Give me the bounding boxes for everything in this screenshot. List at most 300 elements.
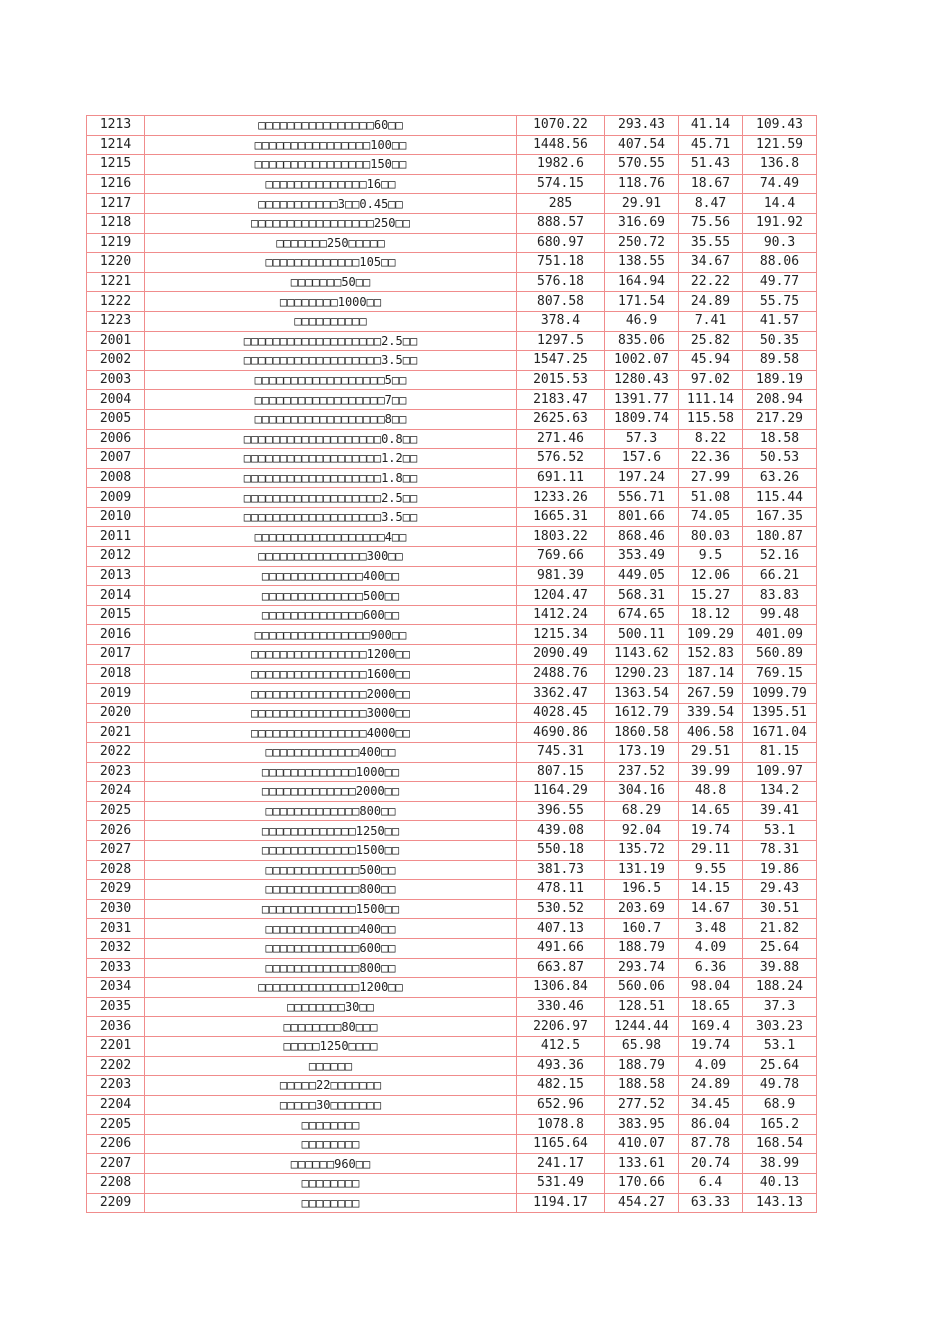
- table-row: [87, 860, 817, 880]
- item-code-cell: 2023: [87, 762, 145, 782]
- item-code-cell: 2017: [87, 645, 145, 665]
- machine-cost-cell: 90.3: [743, 233, 817, 253]
- machine-cost-cell: 52.16: [743, 547, 817, 567]
- table-row: [87, 155, 817, 175]
- labor-cost-cell: 138.55: [605, 253, 679, 273]
- labor-cost-cell: 353.49: [605, 547, 679, 567]
- item-code-cell: 2030: [87, 899, 145, 919]
- total-price-cell: 981.39: [517, 566, 605, 586]
- machine-cost-cell: 83.83: [743, 586, 817, 606]
- material-cost-cell: 267.59: [679, 684, 743, 704]
- machine-cost-cell: 25.64: [743, 1056, 817, 1076]
- item-name-cell: □□□□□□□□□□□□□□□□□250□□: [145, 213, 517, 233]
- item-name-cell: □□□□□□□□□□□□□400□□: [145, 743, 517, 763]
- table-row: [87, 684, 817, 704]
- material-cost-cell: 22.36: [679, 449, 743, 469]
- total-price-cell: 491.66: [517, 938, 605, 958]
- table-row: [87, 978, 817, 998]
- item-name-cell: □□□□□□□□□□□□□□□□□□□2.5□□: [145, 488, 517, 508]
- machine-cost-cell: 53.1: [743, 1036, 817, 1056]
- total-price-cell: 439.08: [517, 821, 605, 841]
- machine-cost-cell: 81.15: [743, 743, 817, 763]
- item-name-cell: □□□□□□□□□□□□□800□□: [145, 958, 517, 978]
- labor-cost-cell: 131.19: [605, 860, 679, 880]
- labor-cost-cell: 570.55: [605, 155, 679, 175]
- labor-cost-cell: 1244.44: [605, 1017, 679, 1037]
- item-code-cell: 2208: [87, 1174, 145, 1194]
- material-cost-cell: 45.71: [679, 135, 743, 155]
- item-name-cell: □□□□□□□□□□□□□□□□□□4□□: [145, 527, 517, 547]
- item-name-cell: □□□□□□□□□□□□□1500□□: [145, 899, 517, 919]
- total-price-cell: 691.11: [517, 468, 605, 488]
- labor-cost-cell: 293.43: [605, 116, 679, 136]
- item-name-cell: □□□□□□□□□□□□□□□□900□□: [145, 625, 517, 645]
- total-price-cell: 2090.49: [517, 645, 605, 665]
- table-row: [87, 1076, 817, 1096]
- total-price-cell: 1448.56: [517, 135, 605, 155]
- labor-cost-cell: 1363.54: [605, 684, 679, 704]
- item-code-cell: 2209: [87, 1193, 145, 1213]
- material-cost-cell: 4.09: [679, 1056, 743, 1076]
- table-row: [87, 801, 817, 821]
- item-code-cell: 2014: [87, 586, 145, 606]
- item-code-cell: 1215: [87, 155, 145, 175]
- labor-cost-cell: 500.11: [605, 625, 679, 645]
- total-price-cell: 412.5: [517, 1036, 605, 1056]
- material-cost-cell: 15.27: [679, 586, 743, 606]
- item-name-cell: □□□□□□□□□□□□□□□□60□□: [145, 116, 517, 136]
- material-cost-cell: 18.65: [679, 997, 743, 1017]
- labor-cost-cell: 68.29: [605, 801, 679, 821]
- material-cost-cell: 115.58: [679, 409, 743, 429]
- total-price-cell: 330.46: [517, 997, 605, 1017]
- material-cost-cell: 7.41: [679, 311, 743, 331]
- item-name-cell: □□□□□□□□□□□□□□□□□□□0.8□□: [145, 429, 517, 449]
- item-code-cell: 2019: [87, 684, 145, 704]
- labor-cost-cell: 135.72: [605, 840, 679, 860]
- material-cost-cell: 3.48: [679, 919, 743, 939]
- machine-cost-cell: 180.87: [743, 527, 817, 547]
- material-cost-cell: 19.74: [679, 821, 743, 841]
- item-code-cell: 2029: [87, 880, 145, 900]
- table-row: [87, 1115, 817, 1135]
- material-cost-cell: 152.83: [679, 645, 743, 665]
- labor-cost-cell: 164.94: [605, 272, 679, 292]
- labor-cost-cell: 92.04: [605, 821, 679, 841]
- table-row: [87, 311, 817, 331]
- material-cost-cell: 34.67: [679, 253, 743, 273]
- table-row: [87, 997, 817, 1017]
- item-name-cell: □□□□□□□□: [145, 1134, 517, 1154]
- total-price-cell: 1233.26: [517, 488, 605, 508]
- item-code-cell: 2031: [87, 919, 145, 939]
- machine-cost-cell: 191.92: [743, 213, 817, 233]
- item-name-cell: □□□□□□□□□□□□□□□□150□□: [145, 155, 517, 175]
- item-code-cell: 2008: [87, 468, 145, 488]
- machine-cost-cell: 50.53: [743, 449, 817, 469]
- item-code-cell: 2009: [87, 488, 145, 508]
- table-row: [87, 840, 817, 860]
- machine-cost-cell: 37.3: [743, 997, 817, 1017]
- machine-cost-cell: 63.26: [743, 468, 817, 488]
- item-name-cell: □□□□□□□□□□□□□□□□100□□: [145, 135, 517, 155]
- total-price-cell: 271.46: [517, 429, 605, 449]
- table-row: [87, 1017, 817, 1037]
- item-name-cell: □□□□□□□250□□□□□: [145, 233, 517, 253]
- item-code-cell: 1222: [87, 292, 145, 312]
- total-price-cell: 576.18: [517, 272, 605, 292]
- item-code-cell: 1213: [87, 116, 145, 136]
- item-code-cell: 2027: [87, 840, 145, 860]
- item-name-cell: □□□□□□□□: [145, 1115, 517, 1135]
- item-name-cell: □□□□□□□□□□□□□□□□4000□□: [145, 723, 517, 743]
- item-name-cell: □□□□□□□□□□□□□□16□□: [145, 174, 517, 194]
- table-row: [87, 351, 817, 371]
- item-code-cell: 2203: [87, 1076, 145, 1096]
- item-name-cell: □□□□□□□□□□□□□800□□: [145, 801, 517, 821]
- labor-cost-cell: 560.06: [605, 978, 679, 998]
- total-price-cell: 663.87: [517, 958, 605, 978]
- total-price-cell: 478.11: [517, 880, 605, 900]
- item-name-cell: □□□□□□□□□□□□□□□□3000□□: [145, 703, 517, 723]
- material-cost-cell: 29.11: [679, 840, 743, 860]
- item-code-cell: 2022: [87, 743, 145, 763]
- total-price-cell: 1297.5: [517, 331, 605, 351]
- material-cost-cell: 18.12: [679, 605, 743, 625]
- item-code-cell: 2010: [87, 507, 145, 527]
- total-price-cell: 1412.24: [517, 605, 605, 625]
- item-name-cell: □□□□□□□□□□□□□800□□: [145, 880, 517, 900]
- material-cost-cell: 74.05: [679, 507, 743, 527]
- machine-cost-cell: 49.78: [743, 1076, 817, 1096]
- material-cost-cell: 87.78: [679, 1134, 743, 1154]
- table-row: [87, 292, 817, 312]
- material-cost-cell: 111.14: [679, 390, 743, 410]
- table-row: [87, 664, 817, 684]
- machine-cost-cell: 167.35: [743, 507, 817, 527]
- item-name-cell: □□□□□□□□□□: [145, 311, 517, 331]
- material-cost-cell: 51.08: [679, 488, 743, 508]
- material-cost-cell: 24.89: [679, 1076, 743, 1096]
- item-code-cell: 2201: [87, 1036, 145, 1056]
- total-price-cell: 745.31: [517, 743, 605, 763]
- total-price-cell: 769.66: [517, 547, 605, 567]
- machine-cost-cell: 401.09: [743, 625, 817, 645]
- labor-cost-cell: 128.51: [605, 997, 679, 1017]
- machine-cost-cell: 49.77: [743, 272, 817, 292]
- table-row: [87, 958, 817, 978]
- item-name-cell: □□□□□□□□□□□□□□□□1600□□: [145, 664, 517, 684]
- item-name-cell: □□□□□□□□□□□□□□□□2000□□: [145, 684, 517, 704]
- labor-cost-cell: 835.06: [605, 331, 679, 351]
- material-cost-cell: 35.55: [679, 233, 743, 253]
- item-code-cell: 2032: [87, 938, 145, 958]
- labor-cost-cell: 454.27: [605, 1193, 679, 1213]
- labor-cost-cell: 407.54: [605, 135, 679, 155]
- labor-cost-cell: 173.19: [605, 743, 679, 763]
- labor-cost-cell: 133.61: [605, 1154, 679, 1174]
- item-code-cell: 2004: [87, 390, 145, 410]
- item-name-cell: □□□□□□□□□□□□□600□□: [145, 938, 517, 958]
- item-name-cell: □□□□□1250□□□□: [145, 1036, 517, 1056]
- material-cost-cell: 80.03: [679, 527, 743, 547]
- table-row: [87, 1036, 817, 1056]
- labor-cost-cell: 449.05: [605, 566, 679, 586]
- machine-cost-cell: 217.29: [743, 409, 817, 429]
- total-price-cell: 888.57: [517, 213, 605, 233]
- material-cost-cell: 14.67: [679, 899, 743, 919]
- item-code-cell: 2026: [87, 821, 145, 841]
- total-price-cell: 2183.47: [517, 390, 605, 410]
- total-price-cell: 4028.45: [517, 703, 605, 723]
- machine-cost-cell: 50.35: [743, 331, 817, 351]
- machine-cost-cell: 39.88: [743, 958, 817, 978]
- item-name-cell: □□□□□□□□□□□□□□□□□□7□□: [145, 390, 517, 410]
- total-price-cell: 396.55: [517, 801, 605, 821]
- labor-cost-cell: 171.54: [605, 292, 679, 312]
- table-row: [87, 566, 817, 586]
- total-price-cell: 1306.84: [517, 978, 605, 998]
- item-name-cell: □□□□□22□□□□□□□: [145, 1076, 517, 1096]
- machine-cost-cell: 66.21: [743, 566, 817, 586]
- item-code-cell: 2013: [87, 566, 145, 586]
- table-row: [87, 390, 817, 410]
- total-price-cell: 4690.86: [517, 723, 605, 743]
- table-row: [87, 938, 817, 958]
- labor-cost-cell: 410.07: [605, 1134, 679, 1154]
- total-price-cell: 530.52: [517, 899, 605, 919]
- item-name-cell: □□□□□□: [145, 1056, 517, 1076]
- item-name-cell: □□□□□□□□□□□□□□□□□□□3.5□□: [145, 507, 517, 527]
- machine-cost-cell: 303.23: [743, 1017, 817, 1037]
- machine-cost-cell: 1395.51: [743, 703, 817, 723]
- table-row: [87, 272, 817, 292]
- total-price-cell: 807.58: [517, 292, 605, 312]
- table-row: [87, 743, 817, 763]
- table-row: [87, 1174, 817, 1194]
- item-code-cell: 2018: [87, 664, 145, 684]
- machine-cost-cell: 109.97: [743, 762, 817, 782]
- item-code-cell: 2025: [87, 801, 145, 821]
- table-row: [87, 880, 817, 900]
- total-price-cell: 1165.64: [517, 1134, 605, 1154]
- machine-cost-cell: 115.44: [743, 488, 817, 508]
- material-cost-cell: 97.02: [679, 370, 743, 390]
- labor-cost-cell: 304.16: [605, 782, 679, 802]
- item-name-cell: □□□□□□□□: [145, 1193, 517, 1213]
- item-code-cell: 2033: [87, 958, 145, 978]
- material-cost-cell: 6.4: [679, 1174, 743, 1194]
- material-cost-cell: 169.4: [679, 1017, 743, 1037]
- total-price-cell: 378.4: [517, 311, 605, 331]
- table-row: [87, 645, 817, 665]
- machine-cost-cell: 40.13: [743, 1174, 817, 1194]
- machine-cost-cell: 30.51: [743, 899, 817, 919]
- material-cost-cell: 34.45: [679, 1095, 743, 1115]
- labor-cost-cell: 46.9: [605, 311, 679, 331]
- item-name-cell: □□□□□□□□□□□3□□0.45□□: [145, 194, 517, 214]
- table-row: [87, 135, 817, 155]
- labor-cost-cell: 65.98: [605, 1036, 679, 1056]
- table-row: [87, 468, 817, 488]
- item-name-cell: □□□□□□□□□□□□□□□□□□5□□: [145, 370, 517, 390]
- labor-cost-cell: 170.66: [605, 1174, 679, 1194]
- item-name-cell: □□□□□□□□□□□□□□□□□□□2.5□□: [145, 331, 517, 351]
- material-cost-cell: 8.22: [679, 429, 743, 449]
- material-cost-cell: 22.22: [679, 272, 743, 292]
- item-name-cell: □□□□□□□□□□□□□□1200□□: [145, 978, 517, 998]
- total-price-cell: 574.15: [517, 174, 605, 194]
- machine-cost-cell: 29.43: [743, 880, 817, 900]
- table-row: [87, 919, 817, 939]
- labor-cost-cell: 293.74: [605, 958, 679, 978]
- table-row: [87, 723, 817, 743]
- labor-cost-cell: 1391.77: [605, 390, 679, 410]
- item-code-cell: 2206: [87, 1134, 145, 1154]
- material-cost-cell: 98.04: [679, 978, 743, 998]
- labor-cost-cell: 1002.07: [605, 351, 679, 371]
- item-code-cell: 2020: [87, 703, 145, 723]
- table-row: [87, 429, 817, 449]
- table-row: [87, 1056, 817, 1076]
- item-code-cell: 2012: [87, 547, 145, 567]
- total-price-cell: 652.96: [517, 1095, 605, 1115]
- data-table: [86, 115, 817, 1213]
- machine-cost-cell: 19.86: [743, 860, 817, 880]
- machine-cost-cell: 21.82: [743, 919, 817, 939]
- labor-cost-cell: 1809.74: [605, 409, 679, 429]
- machine-cost-cell: 14.4: [743, 194, 817, 214]
- material-cost-cell: 8.47: [679, 194, 743, 214]
- item-code-cell: 2005: [87, 409, 145, 429]
- table-row: [87, 488, 817, 508]
- item-name-cell: □□□□□□□□□□□□□□□□□□8□□: [145, 409, 517, 429]
- table-row: [87, 1193, 817, 1213]
- total-price-cell: 381.73: [517, 860, 605, 880]
- material-cost-cell: 406.58: [679, 723, 743, 743]
- item-name-cell: □□□□□□960□□: [145, 1154, 517, 1174]
- total-price-cell: 680.97: [517, 233, 605, 253]
- material-cost-cell: 29.51: [679, 743, 743, 763]
- material-cost-cell: 9.5: [679, 547, 743, 567]
- material-cost-cell: 24.89: [679, 292, 743, 312]
- material-cost-cell: 19.74: [679, 1036, 743, 1056]
- table-row: [87, 233, 817, 253]
- machine-cost-cell: 189.19: [743, 370, 817, 390]
- machine-cost-cell: 121.59: [743, 135, 817, 155]
- labor-cost-cell: 568.31: [605, 586, 679, 606]
- material-cost-cell: 45.94: [679, 351, 743, 371]
- item-code-cell: 2011: [87, 527, 145, 547]
- item-name-cell: □□□□□□□□□□□□□□□□□□□1.2□□: [145, 449, 517, 469]
- item-code-cell: 2034: [87, 978, 145, 998]
- item-code-cell: 2016: [87, 625, 145, 645]
- total-price-cell: 493.36: [517, 1056, 605, 1076]
- labor-cost-cell: 237.52: [605, 762, 679, 782]
- total-price-cell: 1070.22: [517, 116, 605, 136]
- table-row: [87, 370, 817, 390]
- item-code-cell: 2001: [87, 331, 145, 351]
- labor-cost-cell: 1143.62: [605, 645, 679, 665]
- machine-cost-cell: 88.06: [743, 253, 817, 273]
- table-row: [87, 605, 817, 625]
- item-name-cell: □□□□□□□□30□□: [145, 997, 517, 1017]
- labor-cost-cell: 1612.79: [605, 703, 679, 723]
- item-name-cell: □□□□□30□□□□□□□: [145, 1095, 517, 1115]
- labor-cost-cell: 57.3: [605, 429, 679, 449]
- labor-cost-cell: 868.46: [605, 527, 679, 547]
- total-price-cell: 1215.34: [517, 625, 605, 645]
- table-row: [87, 625, 817, 645]
- machine-cost-cell: 53.1: [743, 821, 817, 841]
- table-row: [87, 213, 817, 233]
- machine-cost-cell: 55.75: [743, 292, 817, 312]
- labor-cost-cell: 160.7: [605, 919, 679, 939]
- table-row: [87, 409, 817, 429]
- labor-cost-cell: 188.58: [605, 1076, 679, 1096]
- total-price-cell: 2015.53: [517, 370, 605, 390]
- labor-cost-cell: 188.79: [605, 1056, 679, 1076]
- item-name-cell: □□□□□□□□□□□□□500□□: [145, 860, 517, 880]
- total-price-cell: 550.18: [517, 840, 605, 860]
- total-price-cell: 3362.47: [517, 684, 605, 704]
- item-name-cell: □□□□□□□□: [145, 1174, 517, 1194]
- machine-cost-cell: 1099.79: [743, 684, 817, 704]
- labor-cost-cell: 674.65: [605, 605, 679, 625]
- item-code-cell: 2021: [87, 723, 145, 743]
- labor-cost-cell: 1860.58: [605, 723, 679, 743]
- item-code-cell: 2002: [87, 351, 145, 371]
- machine-cost-cell: 136.8: [743, 155, 817, 175]
- total-price-cell: 2206.97: [517, 1017, 605, 1037]
- table-row: [87, 174, 817, 194]
- item-name-cell: □□□□□□□□□□□□□□□□□□□1.8□□: [145, 468, 517, 488]
- total-price-cell: 1204.47: [517, 586, 605, 606]
- total-price-cell: 1164.29: [517, 782, 605, 802]
- item-name-cell: □□□□□□□□□□□□□□□□□□□3.5□□: [145, 351, 517, 371]
- material-cost-cell: 51.43: [679, 155, 743, 175]
- item-name-cell: □□□□□□□□1000□□: [145, 292, 517, 312]
- total-price-cell: 1803.22: [517, 527, 605, 547]
- item-code-cell: 2035: [87, 997, 145, 1017]
- labor-cost-cell: 203.69: [605, 899, 679, 919]
- machine-cost-cell: 41.57: [743, 311, 817, 331]
- item-code-cell: 1218: [87, 213, 145, 233]
- item-code-cell: 2028: [87, 860, 145, 880]
- labor-cost-cell: 316.69: [605, 213, 679, 233]
- table-row: [87, 899, 817, 919]
- table-row: [87, 703, 817, 723]
- material-cost-cell: 41.14: [679, 116, 743, 136]
- item-name-cell: □□□□□□□□□□□□□400□□: [145, 919, 517, 939]
- item-name-cell: □□□□□□□□□□□□□1250□□: [145, 821, 517, 841]
- table-row: [87, 527, 817, 547]
- table-row: [87, 1154, 817, 1174]
- item-code-cell: 2006: [87, 429, 145, 449]
- total-price-cell: 1194.17: [517, 1193, 605, 1213]
- machine-cost-cell: 165.2: [743, 1115, 817, 1135]
- labor-cost-cell: 197.24: [605, 468, 679, 488]
- item-name-cell: □□□□□□□50□□: [145, 272, 517, 292]
- total-price-cell: 1078.8: [517, 1115, 605, 1135]
- total-price-cell: 285: [517, 194, 605, 214]
- material-cost-cell: 27.99: [679, 468, 743, 488]
- total-price-cell: 2488.76: [517, 664, 605, 684]
- labor-cost-cell: 250.72: [605, 233, 679, 253]
- machine-cost-cell: 74.49: [743, 174, 817, 194]
- table-row: [87, 547, 817, 567]
- total-price-cell: 241.17: [517, 1154, 605, 1174]
